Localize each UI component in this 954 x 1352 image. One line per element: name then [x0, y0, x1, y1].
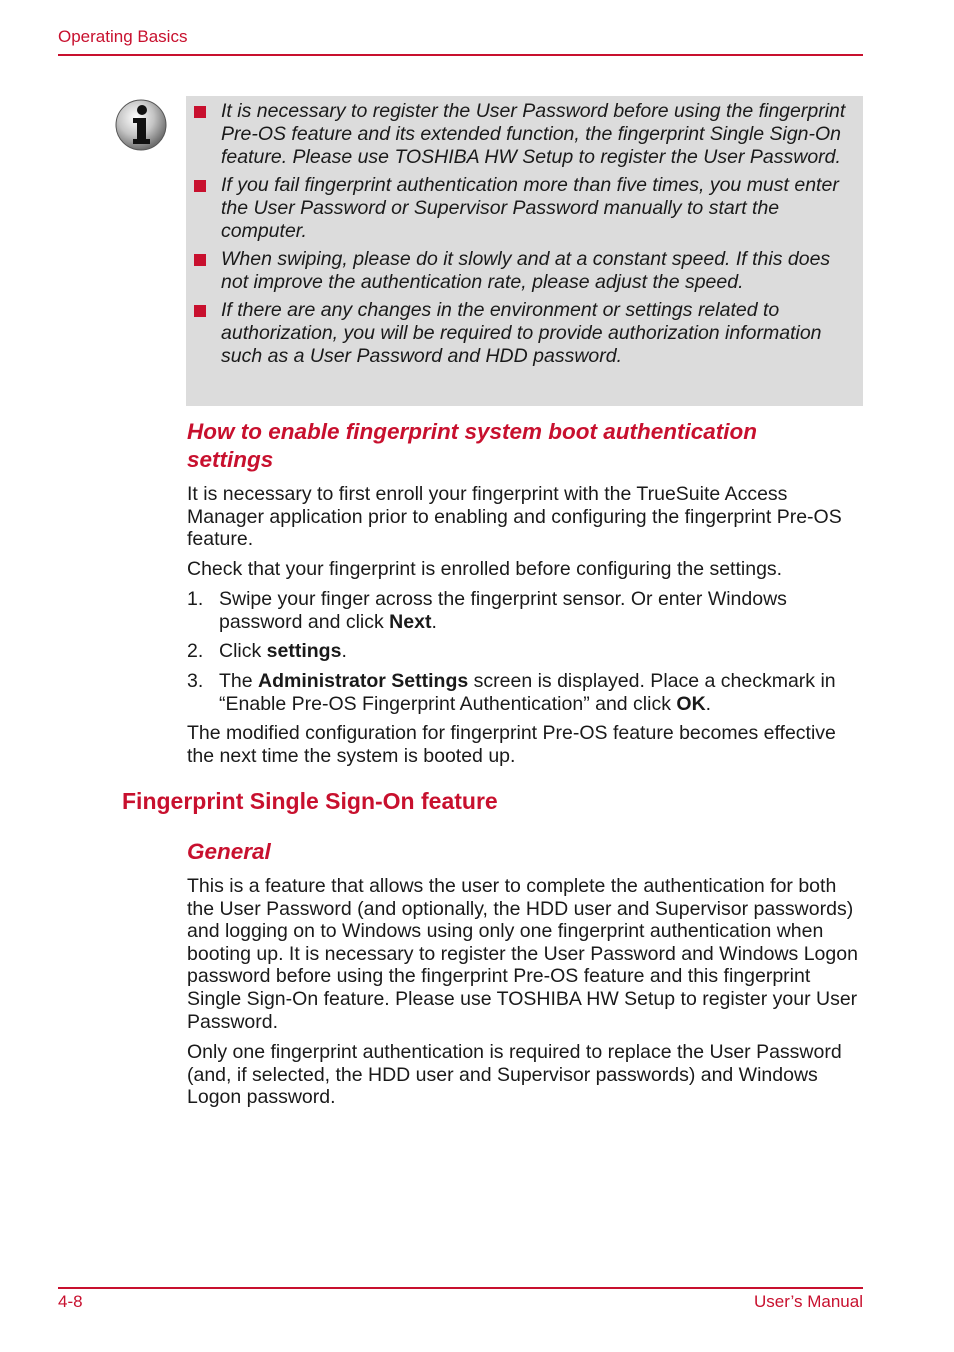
step-text: Click	[219, 640, 267, 662]
info-icon	[114, 98, 168, 152]
paragraph: Check that your fingerprint is enrolled before configuring the settings.	[187, 558, 783, 580]
paragraph: The modified configuration for fingerprint Pre-OS feature becomes effective the next time the system is booted up.	[187, 722, 836, 767]
step-number: 3.	[187, 670, 204, 692]
manual-title: User’s Manual	[754, 1292, 863, 1311]
step-text: Swipe your finger across the fingerprint sensor. Or enter Windows password and click	[219, 588, 787, 633]
section-heading-single-sign-on: Fingerprint Single Sign-On feature	[122, 788, 498, 814]
bullet-square-icon	[194, 180, 206, 192]
step-item	[187, 670, 867, 715]
page-number: 4-8	[58, 1292, 83, 1311]
step-bold: settings	[266, 640, 342, 662]
step-text: The	[219, 670, 259, 692]
page-header-title: Operating Basics	[58, 27, 188, 46]
paragraph: It is necessary to first enroll your fingerprint with the TrueSuite Access Manager application prior to enabling and configuring the fingerprint Pre-OS feature.	[187, 483, 842, 551]
note-box	[186, 96, 863, 406]
note-item: It is necessary to register the User Password before using the fingerprint Pre-OS feature and its extended function, the fingerprint Single Sign-On feature. Please use TOSHIBA HW Setup to register the User Password.	[192, 100, 857, 169]
step-item	[187, 640, 867, 663]
bullet-square-icon	[194, 305, 206, 317]
step-number: 2.	[187, 640, 204, 662]
header-rule	[58, 54, 863, 56]
step-text-end: .	[341, 640, 347, 662]
bullet-square-icon	[194, 106, 206, 118]
step-number: 1.	[187, 588, 204, 610]
step-bold-ok: OK	[676, 692, 706, 715]
note-item: If you fail fingerprint authentication more than five times, you must enter the User Password or Supervisor Password manually to start the computer.	[192, 174, 857, 243]
step-text-end: .	[705, 692, 712, 715]
section-heading-boot-auth: How to enable fingerprint system boot authentication settings	[187, 419, 758, 472]
step-bold: Next	[389, 610, 432, 633]
step-item	[187, 588, 867, 633]
subheading-general: General	[187, 839, 271, 864]
bullet-square-icon	[194, 254, 206, 266]
step-text-end: .	[431, 610, 437, 633]
step-text-mid: screen is displayed. Place a checkmark in “Enable Pre-OS Fingerprint Authentication” and click	[219, 670, 836, 715]
note-item: If there are any changes in the environment or settings related to authorization, you will be required to provide authorization information such as a User Password and HDD password.	[192, 299, 857, 368]
note-item: When swiping, please do it slowly and at a constant speed. If this does not improve the authentication rate, please adjust the speed.	[192, 248, 857, 294]
paragraph: This is a feature that allows the user to complete the authentication for both the User Password (and optionally, the HDD user and Supervisor passwords) and logging on to Windows using only one fingerprint authentication when booting up. It is necessary to register the User Password and Windows Logon password before using the fingerprint Pre-OS feature and this fingerprint Single Sign-On feature. Please use TOSHIBA HW Setup to register your User Password.	[187, 875, 858, 1033]
step-bold: Administrator Settings	[258, 670, 469, 692]
footer-rule	[58, 1287, 863, 1289]
paragraph: Only one fingerprint authentication is required to replace the User Password (and, if selected, the HDD user and Supervisor passwords) and Windows Logon password.	[187, 1041, 842, 1109]
